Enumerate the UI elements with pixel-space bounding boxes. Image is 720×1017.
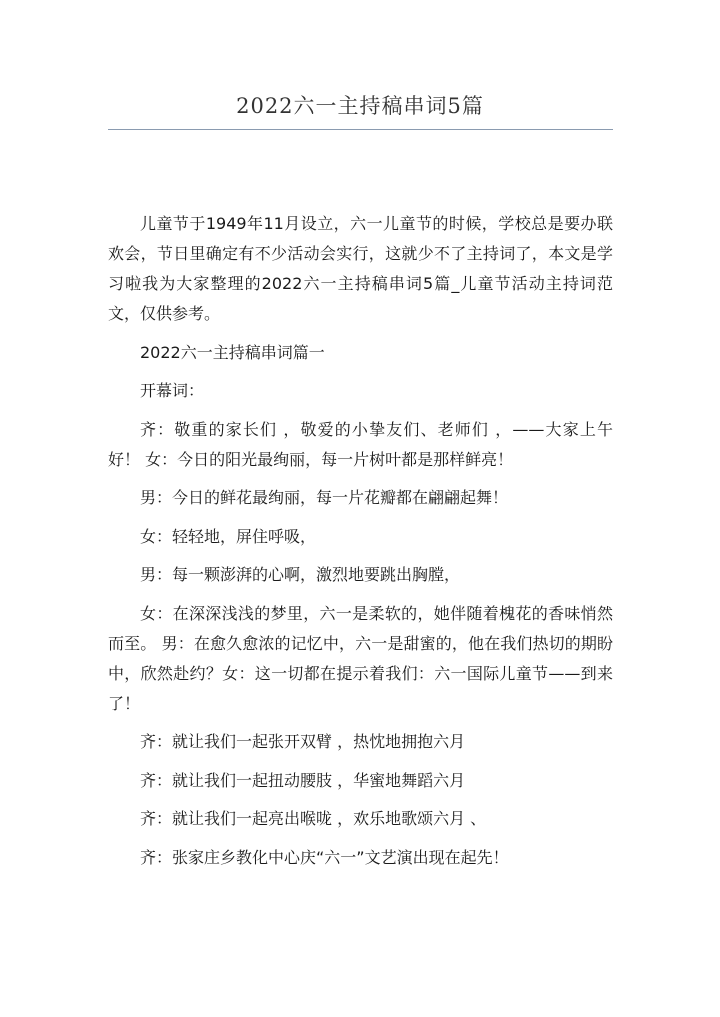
- script-line: 女：轻轻地，屏住呼吸，: [140, 526, 317, 546]
- script-line: 女：在深深浅浅的梦里，六一是柔软的，她伴随着槐花的香味悄然而至。 男：在愈久愈浓的记忆中，六一是甜蜜的，他在我们热切的期盼中，欣然赴约？女：这一切都在提示着我们：六一国际儿童节——到来了！: [108, 603, 613, 713]
- section-heading: 2022六一主持稿串词篇一: [140, 342, 325, 362]
- document-body: [108, 209, 613, 881]
- script-line: 齐：张家庄乡教化中心庆“六一”文艺演出现在起先！: [140, 847, 509, 867]
- script-line: 齐：就让我们一起张开双臂 ，热忱地拥抱六月: [140, 732, 466, 751]
- script-line: 齐：敬重的家长们 ，敬爱的小挚友们、老师们 ，——大家上午好！ 女：今日的阳光最绚丽，每一片树叶都是那样鲜亮！: [108, 419, 613, 469]
- script-line: 男：每一颗澎湃的心啊，激烈地要跳出胸膛，: [140, 565, 461, 584]
- document-title: 2022六一主持稿串词5篇: [236, 94, 484, 118]
- script-line: 齐：就让我们一起亮出喉咙 ，欢乐地歌颂六月 、: [140, 809, 487, 828]
- script-line: 男：今日的鲜花最绚丽，每一片花瓣都在翩翩起舞！: [140, 488, 509, 507]
- title-divider: [108, 129, 613, 130]
- script-line: 齐：就让我们一起扭动腰肢 ，华蜜地舞蹈六月: [140, 770, 466, 790]
- intro-paragraph: 儿童节于1949年11月设立，六一儿童节的时候，学校总是要办联欢会，节日里确定有不少活动会实行，这就少不了主持词了，本文是学习啦我为大家整理的2022六一主持稿串词5篇_儿童节活动主持词范文，仅供参考。: [108, 214, 613, 323]
- opening-label: 开幕词：: [140, 381, 205, 400]
